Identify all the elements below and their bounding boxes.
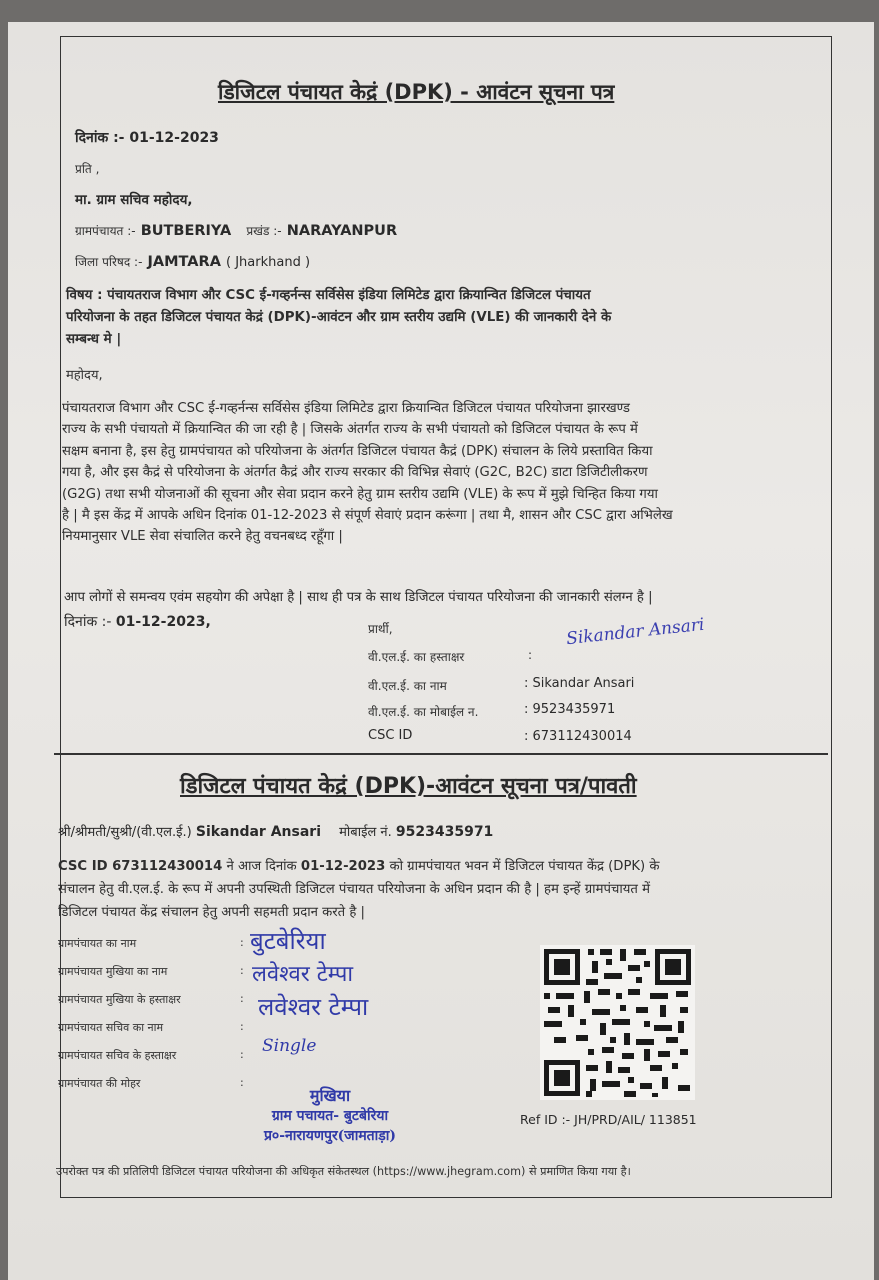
ack-line: [58, 855, 660, 878]
subject-line: सम्बन्ध मे |: [66, 332, 122, 347]
gp-name-handwritten: बुटबेरिया: [250, 927, 326, 955]
panchayat-stamp: [230, 1086, 430, 1146]
date-line: [75, 128, 219, 147]
body-line: है | मै इस केंद्र में आपके अधिन दिनांक 01-12-2023 से संपूर्ण सेवाएं प्रदान करूंगा | तथा मै, शासन और CSC द्वारा अभिलेख: [62, 508, 673, 524]
allotment-title: डिजिटल पंचायत केद्रं (DPK) - आवंटन सूचना पत्र: [218, 80, 615, 104]
field-label: ग्रामपंचायत की मोहर: [58, 1077, 141, 1090]
field-colon: :: [240, 936, 244, 949]
footer-note: उपरोक्त पत्र की प्रतिलिपी डिजिटल पंचायत परियोजना की अधिकृत संकेतस्थल (https://www.jhegram.com) से प्रमाणित किया गया है।: [56, 1165, 631, 1178]
ack-date: 01-12-2023: [300, 859, 386, 874]
stamp-line: ग्राम पचायत- बुटबेरिया: [271, 1108, 389, 1124]
mukhiya-name-handwritten: लवेश्वर टेम्पा: [252, 962, 354, 987]
vle-sign-colon: :: [528, 648, 533, 662]
date2-value: 01-12-2023,: [115, 614, 211, 630]
stamp-line: मुखिया: [309, 1086, 351, 1105]
field-label: ग्रामपंचायत का नाम: [58, 937, 137, 950]
gp-value: BUTBERIYA: [140, 223, 232, 239]
salutation: महोदय,: [66, 368, 103, 383]
field-label: ग्रामपंचायत सचिव के हस्ताक्षर: [58, 1049, 177, 1062]
body-line: पंचायतराज विभाग और CSC ई-गव्हर्नन्स सर्विसेस इंडिया लिमिटेड द्वारा क्रियान्वित डिजिटल पंचायत परियोजना झारखण्ड: [62, 401, 630, 416]
ack-text: को ग्रामपंचायत भवन में डिजिटल पंचायत केंद्र (DPK) के: [385, 859, 660, 874]
section-divider: [54, 753, 828, 755]
subject-line: परियोजना के तहत डिजिटल पंचायत केद्रं (DPK)-आवंटन और ग्राम स्तरीय उद्यमि (VLE) की जानकारी देने के: [66, 310, 612, 325]
date-value: 01-12-2023: [129, 130, 219, 146]
field-label: ग्रामपंचायत मुखिया का नाम: [58, 965, 168, 978]
acknowledgement-title: डिजिटल पंचायत केद्रं (DPK)-आवंटन सूचना पत्र/पावती: [180, 774, 637, 799]
body-line: सक्षम बनाना है, इस हेतु ग्रामपंचायत को परियोजना के अंतर्गत डिजिटल पंचायत कैद्रं (DPK) संचालन के लिये प्रस्तावित किया: [62, 443, 653, 459]
body-line: (G2G) तथा सभी योजनाओं की सूचना और सेवा प्रदान करने हेतु ग्राम स्तरीय उद्यमि (VLE) के रूप में मुझे चिन्हित किया गया: [62, 486, 658, 502]
district-label: जिला परिषद :-: [75, 255, 143, 269]
field-label: ग्रामपंचायत मुखिया के हस्ताक्षर: [58, 993, 181, 1006]
stamp-line: प्र०-नारायणपुर(जामताड़ा): [263, 1128, 397, 1144]
subject-line: विषय : पंचायतराज विभाग और CSC ई-गव्हर्नन्स सर्विसेस इंडिया लिमिटेड द्वारा क्रियान्वित डिजिटल पंचायत: [66, 288, 591, 303]
mobile-label: मोबाईल नं.: [339, 825, 392, 840]
letter-body: [62, 398, 673, 548]
vle-signature: Sikandar Ansari: [565, 614, 706, 650]
mobile-value: 9523435971: [395, 824, 494, 840]
csc-id: : 673112430014: [524, 729, 632, 744]
csc-id-bold: CSC ID 673112430014: [58, 859, 223, 874]
district-line: [75, 251, 310, 270]
subject-block: [66, 285, 611, 351]
ack-line: डिजिटल पंचायत केंद्र संचालन हेतु अपनी सहमती प्रदान करते है |: [58, 905, 365, 920]
secretary-signature-handwritten: Single: [262, 1036, 317, 1056]
date2-line: [64, 612, 211, 631]
csc-id-label: CSC ID: [368, 728, 413, 743]
vle-name-label: वी.एल.ई. का नाम: [368, 679, 447, 693]
state-value: ( Jharkhand ): [226, 255, 311, 270]
name-prefix: श्री/श्रीमती/सुश्री/(वी.एल.ई.): [58, 825, 192, 840]
applicant-label: प्रार्थी,: [368, 622, 393, 636]
field-label: ग्रामपंचायत सचिव का नाम: [58, 1021, 164, 1034]
field-colon: :: [240, 964, 244, 977]
vle-mobile: : 9523435971: [524, 702, 616, 717]
vle-sign-label: वी.एल.ई. का हस्ताक्षर: [368, 650, 465, 664]
field-colon: :: [240, 1048, 244, 1061]
acknowledgement-body: [58, 855, 660, 924]
vle-name-line: [58, 822, 493, 840]
block-label: प्रखंड :-: [246, 224, 282, 238]
body-line: नियमानुसार VLE सेवा संचालित करने हेतु वचनबध्द रहूँगा |: [62, 529, 343, 545]
body-line: गया है, और इस कैद्रं से परियोजना के अंतर्गत कैद्रं और राज्य सरकार की विभिन्न सेवाएं (G2C, B2C) डाटा डिजिटीलीकरण: [62, 465, 648, 481]
gp-line: [75, 220, 397, 239]
closing-line: आप लोगों से समन्वय एवंम सहयोग की अपेक्षा है | साथ ही पत्र के साथ डिजिटल पंचायत परियोजना की जानकारी संलग्न है |: [64, 590, 653, 605]
district-value: JAMTARA: [147, 254, 221, 270]
vle-mobile-label: वी.एल.ई. का मोबाईल न.: [368, 705, 479, 719]
field-colon: :: [240, 1076, 244, 1089]
field-colon: :: [240, 992, 244, 1005]
qr-code: [540, 945, 695, 1100]
prati-text: प्रति ,: [75, 162, 100, 176]
block-value: NARAYANPUR: [286, 223, 398, 239]
body-line: राज्य के सभी पंचायतो में क्रियान्वित की जा रही है | जिसके अंतर्गत राज्य के सभी पंचायतो को डिजिटल पंचायत के रूप में: [62, 422, 638, 438]
mukhiya-signature-handwritten: लवेश्वर टेम्पा: [258, 993, 369, 1021]
date-label: दिनांक :-: [75, 130, 125, 146]
ref-id: Ref ID :- JH/PRD/AIL/ 113851: [520, 1112, 697, 1127]
gp-label: ग्रामपंचायत :-: [75, 224, 136, 238]
addressee: मा. ग्राम सचिव महोदय,: [75, 192, 193, 208]
date2-label: दिनांक :-: [64, 614, 112, 630]
vle-name-bold: Sikandar Ansari: [195, 824, 321, 840]
ack-line: संचालन हेतु वी.एल.ई. के रूप में अपनी उपस्थिती डिजिटल पंचायत परियोजना के अधिन प्रदान की है | हम इन्हें ग्रामपंचायत में: [58, 882, 651, 897]
field-colon: :: [240, 1020, 244, 1033]
ack-text: ने आज दिनांक: [222, 859, 301, 874]
vle-name: : Sikandar Ansari: [524, 676, 635, 691]
